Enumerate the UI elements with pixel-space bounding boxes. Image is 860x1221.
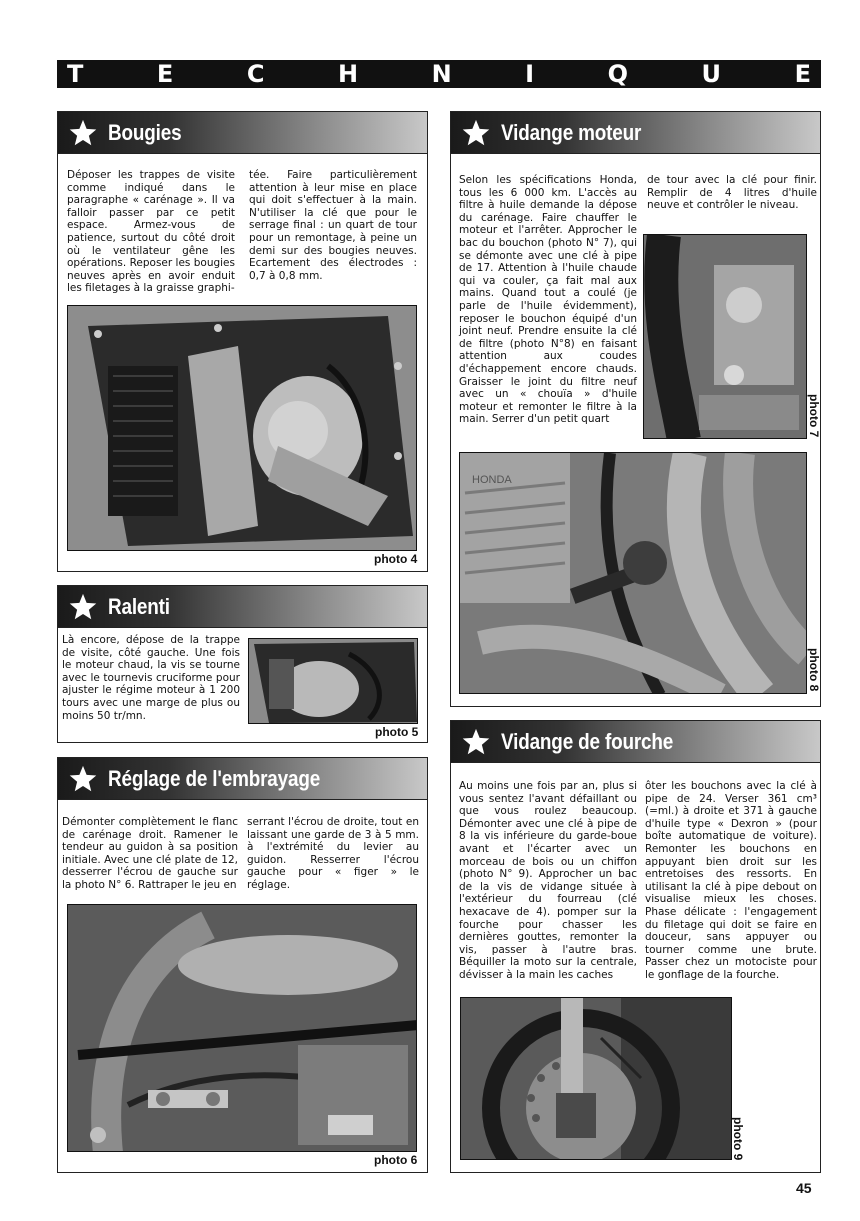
photo-7 (643, 234, 807, 439)
photo-5-caption: photo 5 (375, 725, 419, 739)
banner-letter: Q (607, 60, 629, 88)
section-title: Bougies (108, 119, 182, 145)
photo-4 (67, 305, 417, 551)
section-header (58, 112, 427, 154)
photo-4-caption: photo 4 (374, 552, 418, 566)
banner-letter: I (525, 60, 535, 88)
section-header (58, 586, 427, 628)
vidange-fourche-section (450, 720, 821, 1173)
embrayage-text-col2: serrant l'écrou de droite, tout en laissant une garde de 3 à 5 mm. à l'extrémité du levier au guidon. Resserrer l'écrou gauche pour « figer » le réglage. (247, 816, 419, 891)
vidange-moteur-text-col2: de tour avec la clé pour finir. Remplir de 4 litres d'huile neuve et contrôler le niveau. (647, 174, 817, 212)
section-header (451, 721, 820, 763)
banner-letter: C (246, 60, 265, 88)
star-icon (68, 118, 98, 148)
photo-6 (67, 904, 417, 1152)
idle-screw-image (249, 639, 418, 724)
section-header (451, 112, 820, 154)
vidange-moteur-section (450, 111, 821, 707)
photo-5 (248, 638, 418, 724)
photo-8-caption: photo 8 (807, 648, 821, 692)
oil-drain-plug-image (644, 235, 807, 439)
section-title: Ralenti (108, 593, 170, 619)
banner-letter: E (156, 60, 174, 88)
embrayage-text-col1: Démonter complètement le flanc de carénage droit. Ramener le tendeur au guidon à sa position initiale. Avec une clé plate de 12, desserrer l'écrou de gauche sur la photo N° 6. Rattraper le jeu en (62, 816, 238, 891)
oil-filter-wrench-image (460, 453, 807, 694)
banner-letter: T (67, 60, 84, 88)
clutch-cable-image (68, 905, 417, 1152)
star-icon (68, 592, 98, 622)
page-number: 45 (796, 1180, 812, 1196)
photo-7-caption: photo 7 (807, 394, 821, 438)
bougies-text-col1: Déposer les trappes de visite comme indiqué dans le paragraphe « carénage ». Il va falloir passer par ce petit espace. Armez-vous de patience, surtout du côté droit où le ventilateur gêne les opérations. Reposer les bougies neuves après en avoir enduit les filetages à la graisse graphi- (67, 169, 235, 295)
banner-letter: H (337, 60, 359, 88)
embrayage-section (57, 757, 428, 1173)
svg-text:HONDA: HONDA (472, 474, 512, 486)
section-title: Vidange moteur (501, 119, 642, 145)
photo-9-caption: photo 9 (731, 1117, 745, 1161)
star-icon (68, 764, 98, 794)
photo-9 (460, 997, 732, 1160)
banner-letter: U (701, 60, 722, 88)
front-fork-image (461, 998, 732, 1160)
ralenti-section (57, 585, 428, 743)
vidange-fourche-text-col1: Au moins une fois par an, plus si vous sentez l'avant défaillant ou que vous roulez beaucoup. Démonter avec une clé à pipe de 8 la vis inférieure du garde-boue avant et l'écarter avec un morceau de bois ou un chiffon (photo N° 9). Approcher un bac de la vis de vidange située à l'extérieur du fourreau (clé hexacave de 4). pomper sur la fourche pour chasser les dernières gouttes, remonter la vis, passer à l'autre bras. Béquiller la moto sur la centrale, dévisser à la main les caches (459, 780, 637, 981)
bougies-text-col2: tée. Faire particulièrement attention à leur mise en place qui doit s'effectuer à la main. N'utiliser la clé que pour le serrage final : un quart de tour pour un remontage, à peine un demi sur des bougies neuves. Ecartement des électrodes : 0,7 à 0,8 mm. (249, 169, 417, 282)
vidange-moteur-text-col1: Selon les spécifications Honda, tous les 6 000 km. L'accès au filtre à huile demande la dépose du carénage. Faire chauffer le moteur et l'arrêter. Approcher le bac du bouchon (photo N° 7), qui se démonte avec une clé à pipe de 17. Attention à l'huile chaude qui va couler, ça fait mal aux mains. Quand tout a coulé (je parle de l'huile évidemment), reposer le bouchon équipé d'un joint neuf. Prendre ensuite la clé de filtre (photo N°8) en faisant attention aux coudes d'échappement encore chauds. Graisser le joint du filtre neuf avec un « chouïa » d'huile moteur et remonter le filtre à la main. Serrer d'un petit quart (459, 174, 637, 426)
ralenti-text: Là encore, dépose de la trappe de visite, côté gauche. Une fois le moteur chaud, la vis se tourne avec le tournevis cruciforme pour ajuster le régime moteur à 1 200 tours avec une marge de plus ou moins 50 tr/mn. (62, 634, 240, 722)
bougies-section (57, 111, 428, 572)
engine-radiator-image (68, 306, 417, 551)
photo-8 (459, 452, 807, 694)
section-title: Vidange de fourche (501, 728, 674, 754)
photo-6-caption: photo 6 (374, 1153, 418, 1167)
technique-banner (57, 60, 821, 88)
section-header (58, 758, 427, 800)
vidange-fourche-text-col2: ôter les bouchons avec la clé à pipe de 24. Verser 361 cm³ (=ml.) à droite et 371 à gauche d'huile type « Dexron » (pour boîte automatique de voiture). Remonter les bouchons en appuyant bien droit sur les entretoises des ressorts. En utilisant la clé à pipe debout on visualise mieux les choses. Phase délicate : l'engagement du filetage qui doit se faire en douceur, sans appuyer ou tourner comme une brute. Passer chez un motociste pour le gonflage de la fourche. (645, 780, 817, 981)
star-icon (461, 118, 491, 148)
banner-letter: N (431, 60, 452, 88)
star-icon (461, 727, 491, 757)
banner-letter: E (794, 60, 811, 88)
section-title: Réglage de l'embrayage (108, 765, 321, 791)
